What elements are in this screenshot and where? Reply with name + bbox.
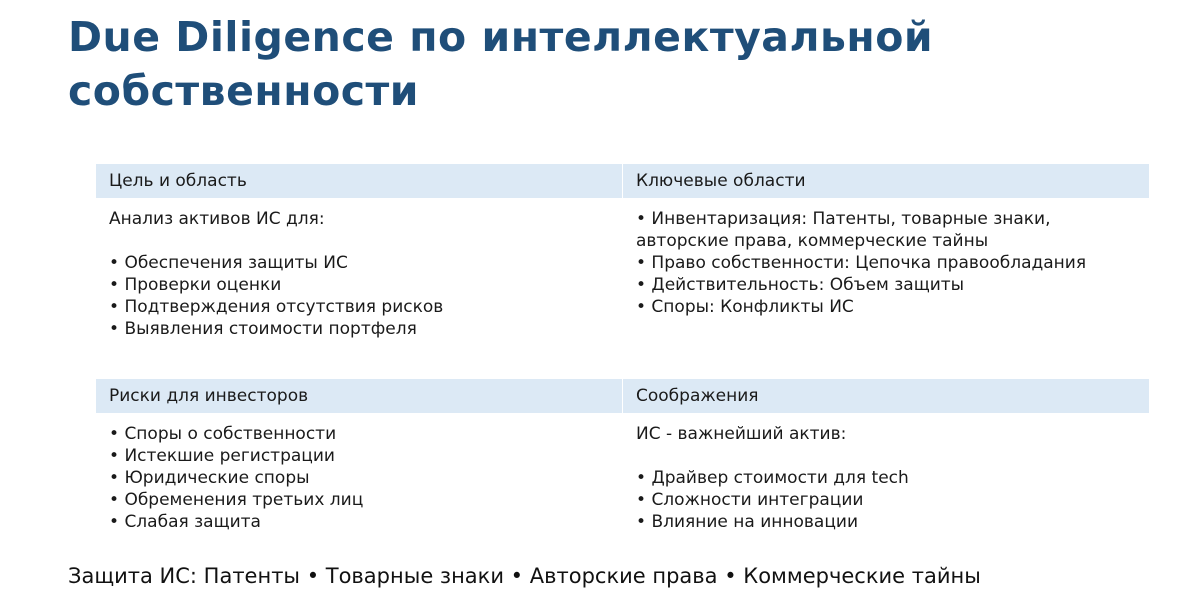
card-header: Цель и область <box>96 164 622 198</box>
bullet-list <box>109 252 609 340</box>
list-item: • Драйвер стоимости для tech <box>636 467 1136 489</box>
text-line: • Инвентаризация: Патенты, товарные знаки, <box>636 209 1051 229</box>
card-body <box>623 413 1149 533</box>
card-intro: Анализ активов ИС для: <box>109 209 325 229</box>
list-item: • Истекшие регистрации <box>109 445 609 467</box>
bullet-list <box>109 423 609 533</box>
list-item: • Выявления стоимости портфеля <box>109 318 609 340</box>
card-body <box>623 198 1149 318</box>
text-line: • Действительность: Объем защиты <box>636 275 965 295</box>
card-considerations <box>623 379 1149 533</box>
card-investor-risks <box>96 379 622 533</box>
card-header: Риски для инвесторов <box>96 379 622 413</box>
card-key-areas <box>623 164 1149 318</box>
text-line: • Право собственности: Цепочка правообладания <box>636 253 1087 273</box>
list-item: • Сложности интеграции <box>636 489 1136 511</box>
bullet-list <box>636 467 1136 533</box>
list-item: • Споры о собственности <box>109 423 609 445</box>
list-item: • Проверки оценки <box>109 274 609 296</box>
text-line: • Споры: Конфликты ИС <box>636 297 854 317</box>
list-item: • Слабая защита <box>109 511 609 533</box>
text-line: авторские права, коммерческие тайны <box>636 231 989 251</box>
list-item: • Обеспечения защиты ИС <box>109 252 609 274</box>
slide-title-line-2: собственности <box>68 67 420 115</box>
card-body <box>96 413 622 533</box>
list-item: • Подтверждения отсутствия рисков <box>109 296 609 318</box>
list-item: • Юридические споры <box>109 467 609 489</box>
list-item: • Обременения третьих лиц <box>109 489 609 511</box>
card-header: Ключевые области <box>623 164 1149 198</box>
card-intro: ИС - важнейший актив: <box>636 424 847 444</box>
card-body <box>96 198 622 340</box>
card-header: Соображения <box>623 379 1149 413</box>
slide-title <box>68 10 1148 118</box>
list-item: • Влияние на инновации <box>636 511 1136 533</box>
card-goal-and-scope <box>96 164 622 340</box>
footer-summary: Защита ИС: Патенты • Товарные знаки • Авторские права • Коммерческие тайны <box>68 564 981 588</box>
slide-title-line-1: Due Diligence по интеллектуальной <box>68 13 934 61</box>
